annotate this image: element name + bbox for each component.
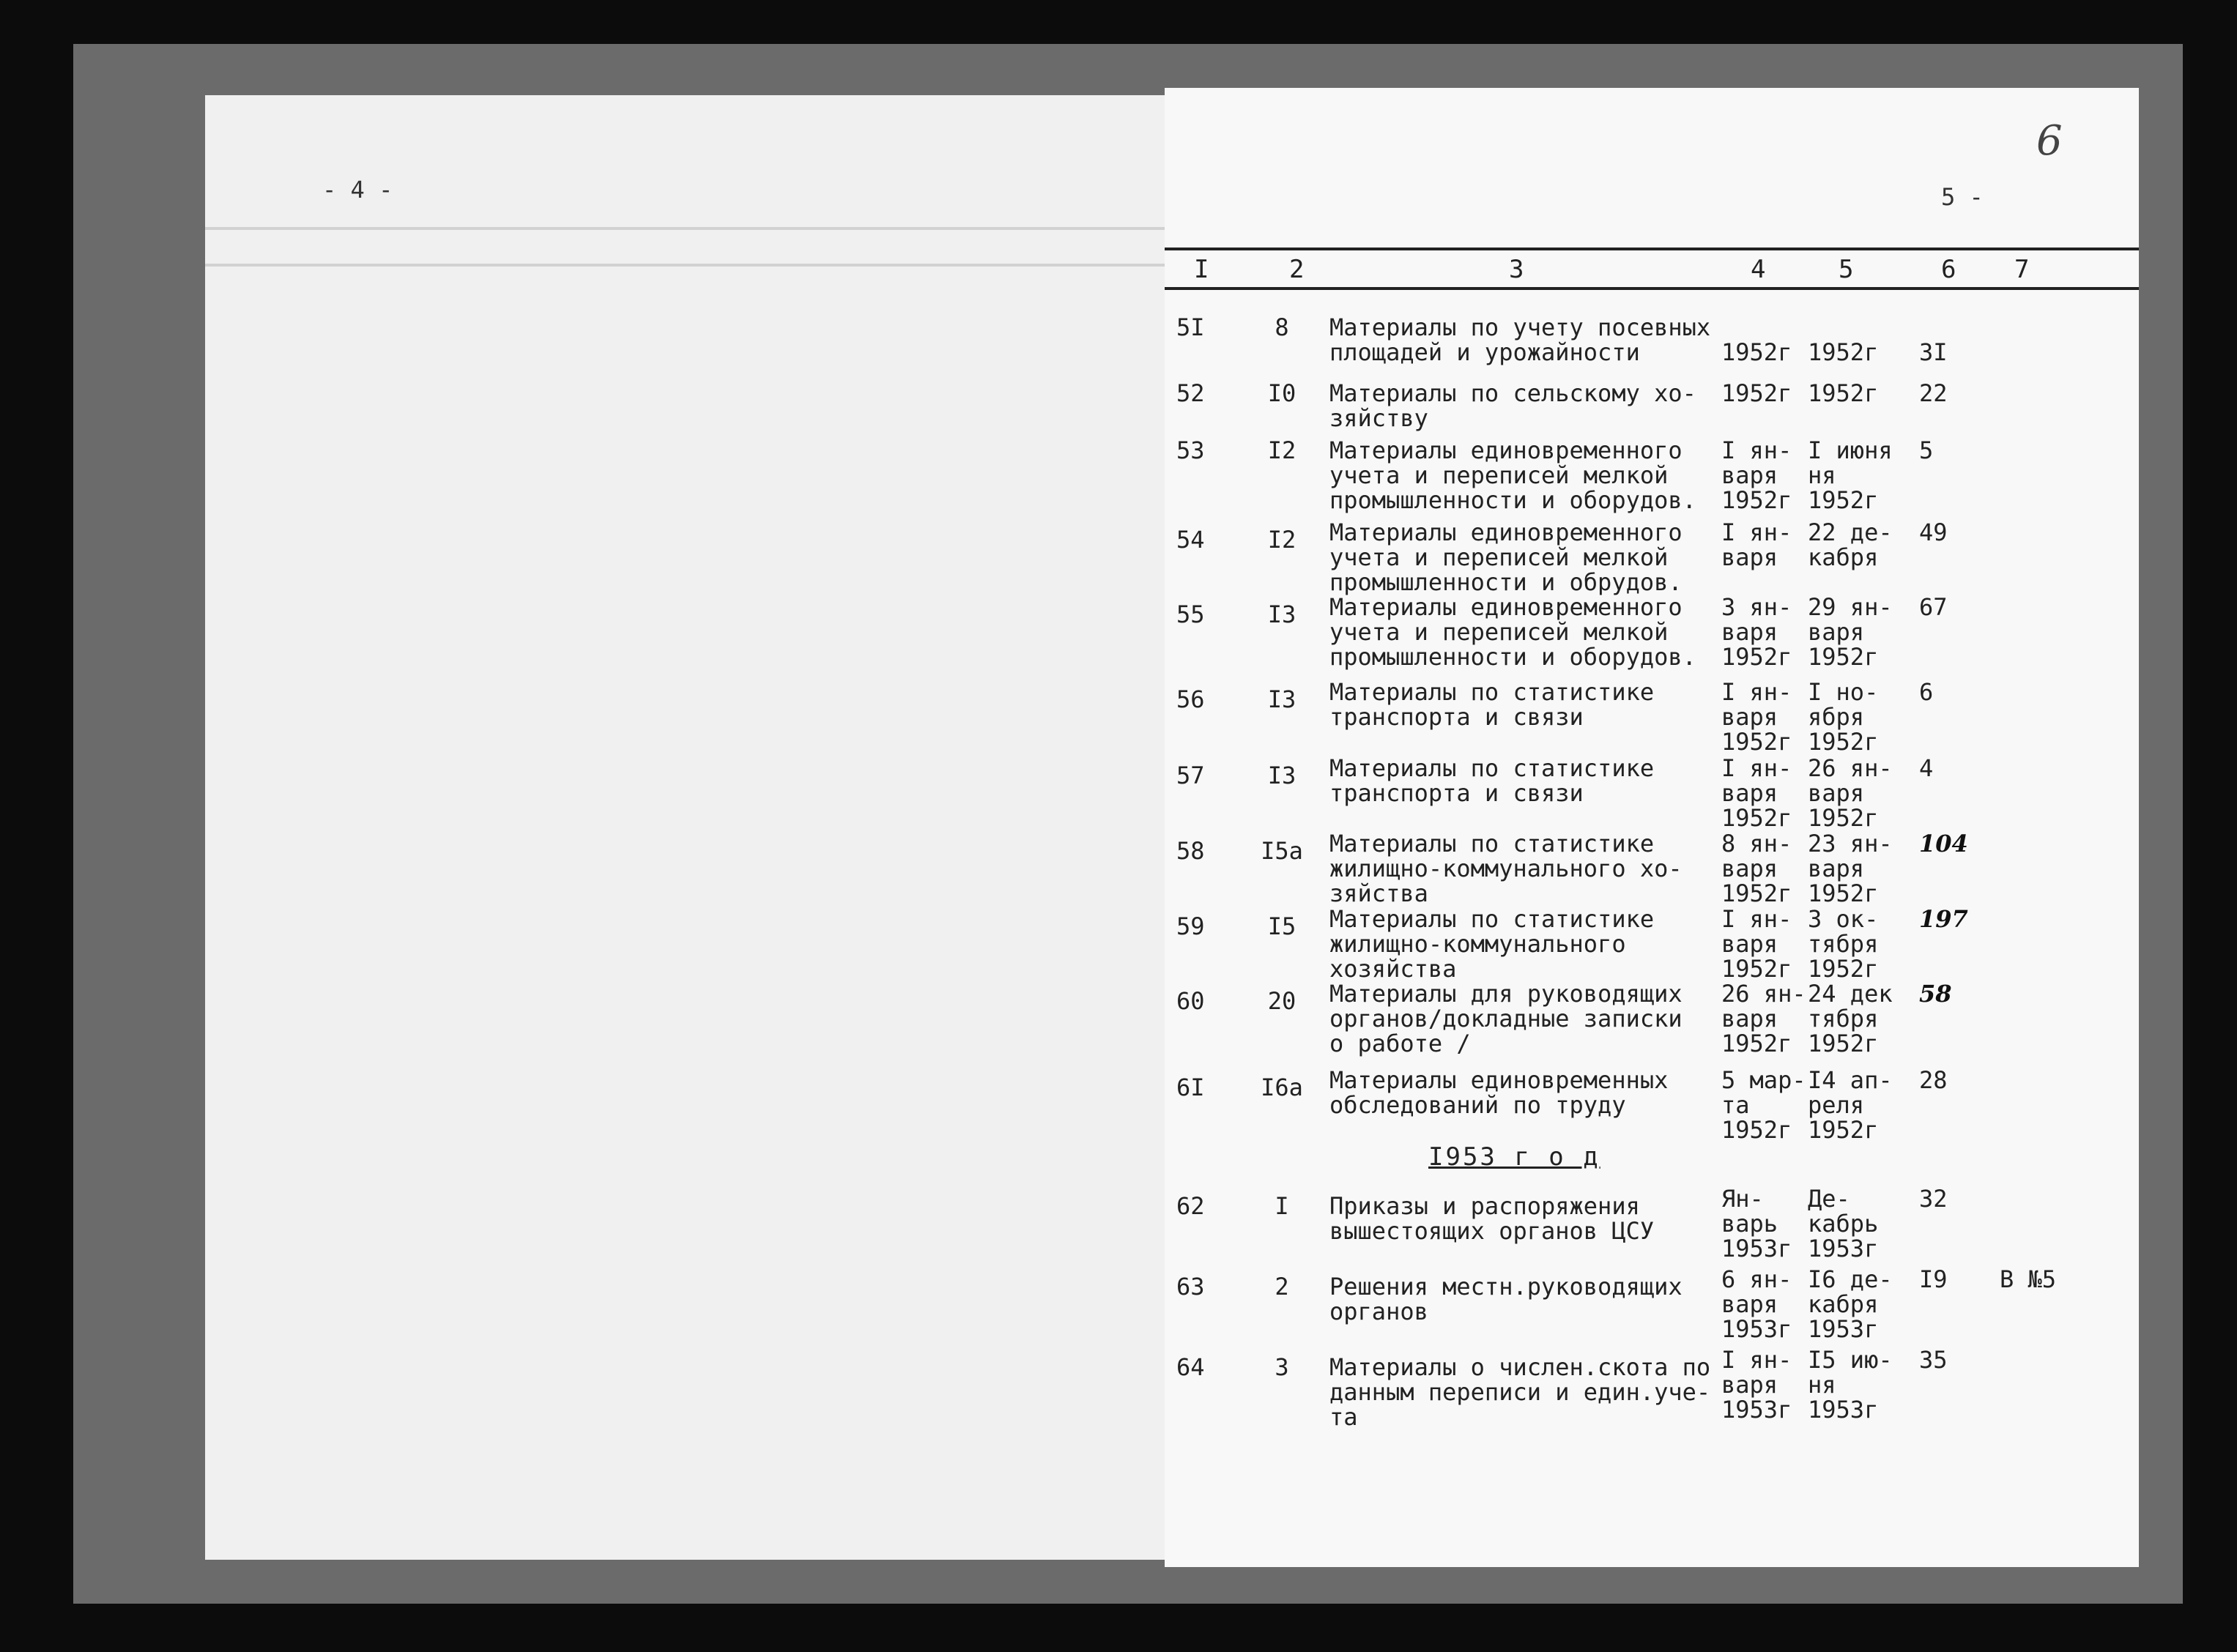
row-index: 3: [1275, 1353, 1289, 1381]
row-count: 67: [1919, 593, 1948, 621]
row-number: 57: [1176, 762, 1205, 789]
row-index: I3: [1267, 685, 1296, 713]
row-end-date: I4 ап- реля 1952г: [1808, 1066, 1893, 1144]
row-count: 4: [1919, 754, 1934, 782]
row-count: 58: [1919, 980, 1952, 1008]
col-header-3: 3: [1509, 255, 1524, 284]
row-start-date: 26 ян- варя 1952г: [1721, 980, 1806, 1057]
row-title: Приказы и распоряжения вышестоящих органов ЦСУ: [1329, 1192, 1655, 1245]
row-number: 63: [1176, 1273, 1205, 1301]
row-title: Решения местн.руководящих органов: [1329, 1273, 1683, 1325]
row-end-date: 22 де- кабря: [1808, 518, 1893, 571]
row-count: 49: [1919, 518, 1948, 546]
row-start-date: I ян- варя 1952г: [1721, 436, 1792, 514]
row-end-date: 29 ян- варя 1952г: [1808, 593, 1893, 671]
row-count: 3I: [1919, 338, 1948, 366]
right-page: [1165, 88, 2139, 1567]
year-heading: I953 г о д: [1428, 1142, 1600, 1172]
row-index: I3: [1267, 762, 1296, 789]
left-page: [205, 95, 1179, 1560]
row-title: Материалы по статистике транспорта и связи: [1329, 754, 1655, 807]
row-number: 64: [1176, 1353, 1205, 1381]
row-end-date: Де- кабрь 1953г: [1808, 1185, 1879, 1262]
row-count: 6: [1919, 678, 1934, 706]
col-header-5: 5: [1839, 255, 1854, 284]
row-title: Материалы единовременного учета и переписей мелкой промышленности и оборудов.: [1329, 593, 1696, 671]
row-index: I5: [1267, 912, 1296, 940]
row-count: I9: [1919, 1265, 1948, 1293]
row-end-date: I6 де- кабря 1953г: [1808, 1265, 1893, 1343]
row-number: 54: [1176, 526, 1205, 554]
row-index: 2: [1275, 1273, 1289, 1301]
row-index: I: [1275, 1192, 1289, 1220]
row-index: I2: [1267, 526, 1296, 554]
row-start-date: I ян- варя 1953г: [1721, 1346, 1792, 1424]
row-start-date: I ян- варя 1952г: [1721, 678, 1792, 756]
row-start-date: 6 ян- варя 1953г: [1721, 1265, 1792, 1343]
bleed-through-text: [205, 95, 1179, 1560]
col-header-6: 6: [1941, 255, 1956, 284]
row-start-date: I ян- варя 1952г: [1721, 905, 1792, 983]
row-start-date: 5 мар- та 1952г: [1721, 1066, 1806, 1144]
row-end-date: I5 ию- ня 1953г: [1808, 1346, 1893, 1424]
row-title: Материалы единовременного учета и переписей мелкой промышленности и оборудов.: [1329, 436, 1696, 514]
row-number: 5I: [1176, 313, 1205, 341]
row-number: 62: [1176, 1192, 1205, 1220]
row-count: 197: [1919, 905, 1968, 933]
row-count: 22: [1919, 379, 1948, 407]
row-end-date: 26 ян- варя 1952г: [1808, 754, 1893, 832]
row-note: В №5: [2000, 1265, 2057, 1293]
row-title: Материалы для руководящих органов/докладные записки о работе /: [1329, 980, 1683, 1057]
row-title: Материалы единовременных обследований по труду: [1329, 1066, 1669, 1119]
row-number: 53: [1176, 436, 1205, 464]
row-number: 59: [1176, 912, 1205, 940]
col-header-4: 4: [1751, 255, 1766, 284]
right-page-number: 5 -: [1941, 183, 1984, 211]
left-page-number: - 4 -: [322, 176, 393, 204]
row-index: 8: [1275, 313, 1289, 341]
row-count: 5: [1919, 436, 1934, 464]
row-number: 55: [1176, 600, 1205, 628]
row-title: Материалы по учету посевных площадей и урожайности: [1329, 313, 1711, 366]
row-count: 28: [1919, 1066, 1948, 1094]
row-start-date: 3 ян- варя 1952г: [1721, 593, 1792, 671]
row-number: 60: [1176, 987, 1205, 1015]
handwritten-corner-mark: 6: [2036, 117, 2063, 165]
header-top-rule: [1165, 248, 2139, 250]
row-start-date: 8 ян- варя 1952г: [1721, 830, 1792, 907]
row-index: 20: [1267, 987, 1296, 1015]
row-index: I0: [1267, 379, 1296, 407]
row-start-date: 1952г: [1721, 338, 1792, 366]
row-start-date: Ян- варь 1953г: [1721, 1185, 1792, 1262]
row-number: 52: [1176, 379, 1205, 407]
row-start-date: I ян- варя: [1721, 518, 1792, 571]
row-index: I6а: [1261, 1074, 1303, 1101]
col-header-7: 7: [2014, 255, 2030, 284]
row-index: I5а: [1261, 837, 1303, 865]
row-index: I2: [1267, 436, 1296, 464]
row-end-date: 1952г: [1808, 379, 1879, 407]
row-end-date: 3 ок- тября 1952г: [1808, 905, 1879, 983]
row-start-date: 1952г: [1721, 379, 1792, 407]
row-end-date: 24 дек тября 1952г: [1808, 980, 1893, 1057]
row-number: 56: [1176, 685, 1205, 713]
col-header-1: I: [1194, 255, 1209, 284]
row-end-date: I июня ня 1952г: [1808, 436, 1893, 514]
row-title: Материалы о числен.скота по данным переписи и един.уче- та: [1329, 1353, 1711, 1431]
row-end-date: I но- ября 1952г: [1808, 678, 1879, 756]
row-count: 32: [1919, 1185, 1948, 1213]
row-number: 58: [1176, 837, 1205, 865]
row-start-date: I ян- варя 1952г: [1721, 754, 1792, 832]
row-count: 104: [1919, 830, 1968, 857]
row-index: I3: [1267, 600, 1296, 628]
row-title: Материалы по сельскому хо- зяйству: [1329, 379, 1696, 432]
header-bottom-rule: [1165, 287, 2139, 290]
row-title: Материалы по статистике жилищно-коммунального хозяйства: [1329, 905, 1655, 983]
row-end-date: 1952г: [1808, 338, 1879, 366]
row-number: 6I: [1176, 1074, 1205, 1101]
row-title: Материалы по статистике жилищно-коммунального хо- зяйства: [1329, 830, 1683, 907]
row-title: Материалы единовременного учета и переписей мелкой промышленности и обрудов.: [1329, 518, 1683, 596]
col-header-2: 2: [1289, 255, 1305, 284]
row-end-date: 23 ян- варя 1952г: [1808, 830, 1893, 907]
row-count: 35: [1919, 1346, 1948, 1374]
row-title: Материалы по статистике транспорта и связи: [1329, 678, 1655, 731]
